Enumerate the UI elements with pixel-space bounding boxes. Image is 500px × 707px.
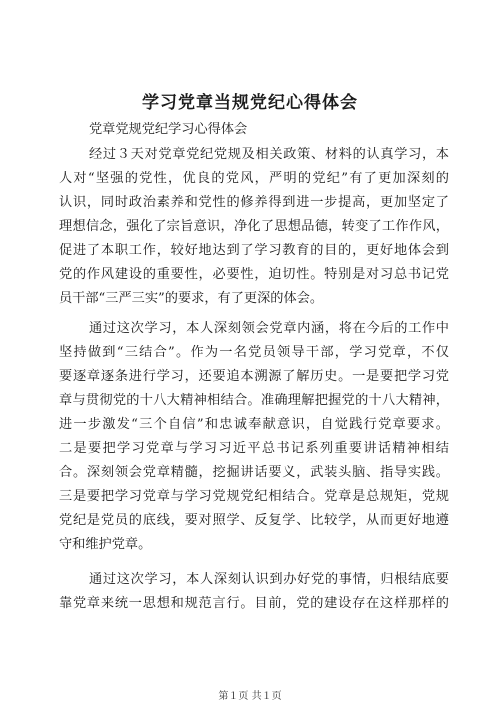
paragraph-line: 靠党章来统一思想和规范言行。目前，党的建设存在这样那样的: [59, 596, 449, 611]
paragraph-line: 守和维护党章。: [59, 537, 152, 552]
page-number-footer: 第１页 共１页: [218, 691, 282, 702]
paragraph-line: 人对“坚强的党性，优良的党风，严明的党纪”有了更加深刻的: [59, 171, 449, 186]
paragraph-line: 党纪是党员的底线，要对照学、反复学、比较学，从而更好地遵: [59, 513, 449, 528]
paragraph-line: 经过３天对党章党纪党规及相关政策、材料的认真学习，本: [89, 147, 449, 162]
paragraph-line: 党的作风建设的重要性，必要性，迫切性。特别是对习总书记党: [59, 267, 449, 282]
paragraph-line: 通过这次学习，本人深刻领会党章内涵，将在今后的工作中: [89, 321, 449, 336]
paragraph-line: 合。深刻领会党章精髓，挖掘讲话要义，武装头脑、指导实践。: [59, 465, 449, 480]
paragraph-line: 坚持做到“三结合”。作为一名党员领导干部，学习党章，不仅: [59, 345, 449, 360]
paragraph-line: 促进了本职工作，较好地达到了学习教育的目的，更好地体会到: [59, 243, 449, 258]
paragraph-line: 进一步激发“三个自信”和忠诚奉献意识，自觉践行党章要求。: [59, 417, 449, 432]
paragraph-line: 三是要把学习党章与学习党规党纪相结合。党章是总规矩，党规: [59, 489, 449, 504]
paragraph-line: 要逐章逐条进行学习，还要追本溯源了解历史。一是要把学习党: [59, 369, 449, 384]
paragraph-line: 二是要把学习党章与学习习近平总书记系列重要讲话精神相结: [59, 441, 449, 456]
paragraph-line: 章与贯彻党的十八大精神相结合。准确理解把握党的十八大精神，: [59, 393, 449, 408]
paragraph-line: 认识，同时政治素养和党性的修养得到进一步提高，更加坚定了: [59, 195, 449, 210]
document-subtitle: 党章党规党纪学习心得体会: [89, 122, 248, 137]
paragraph-line: 理想信念，强化了宗旨意识，净化了思想品德，转变了工作作风，: [59, 219, 449, 234]
document-title: 学习党章当规党纪心得体会: [142, 93, 358, 113]
paragraph-line: 通过这次学习，本人深刻认识到办好党的事情，归根结底要: [89, 572, 449, 587]
paragraph-line: 员干部“三严三实”的要求，有了更深的体会。: [59, 291, 324, 306]
